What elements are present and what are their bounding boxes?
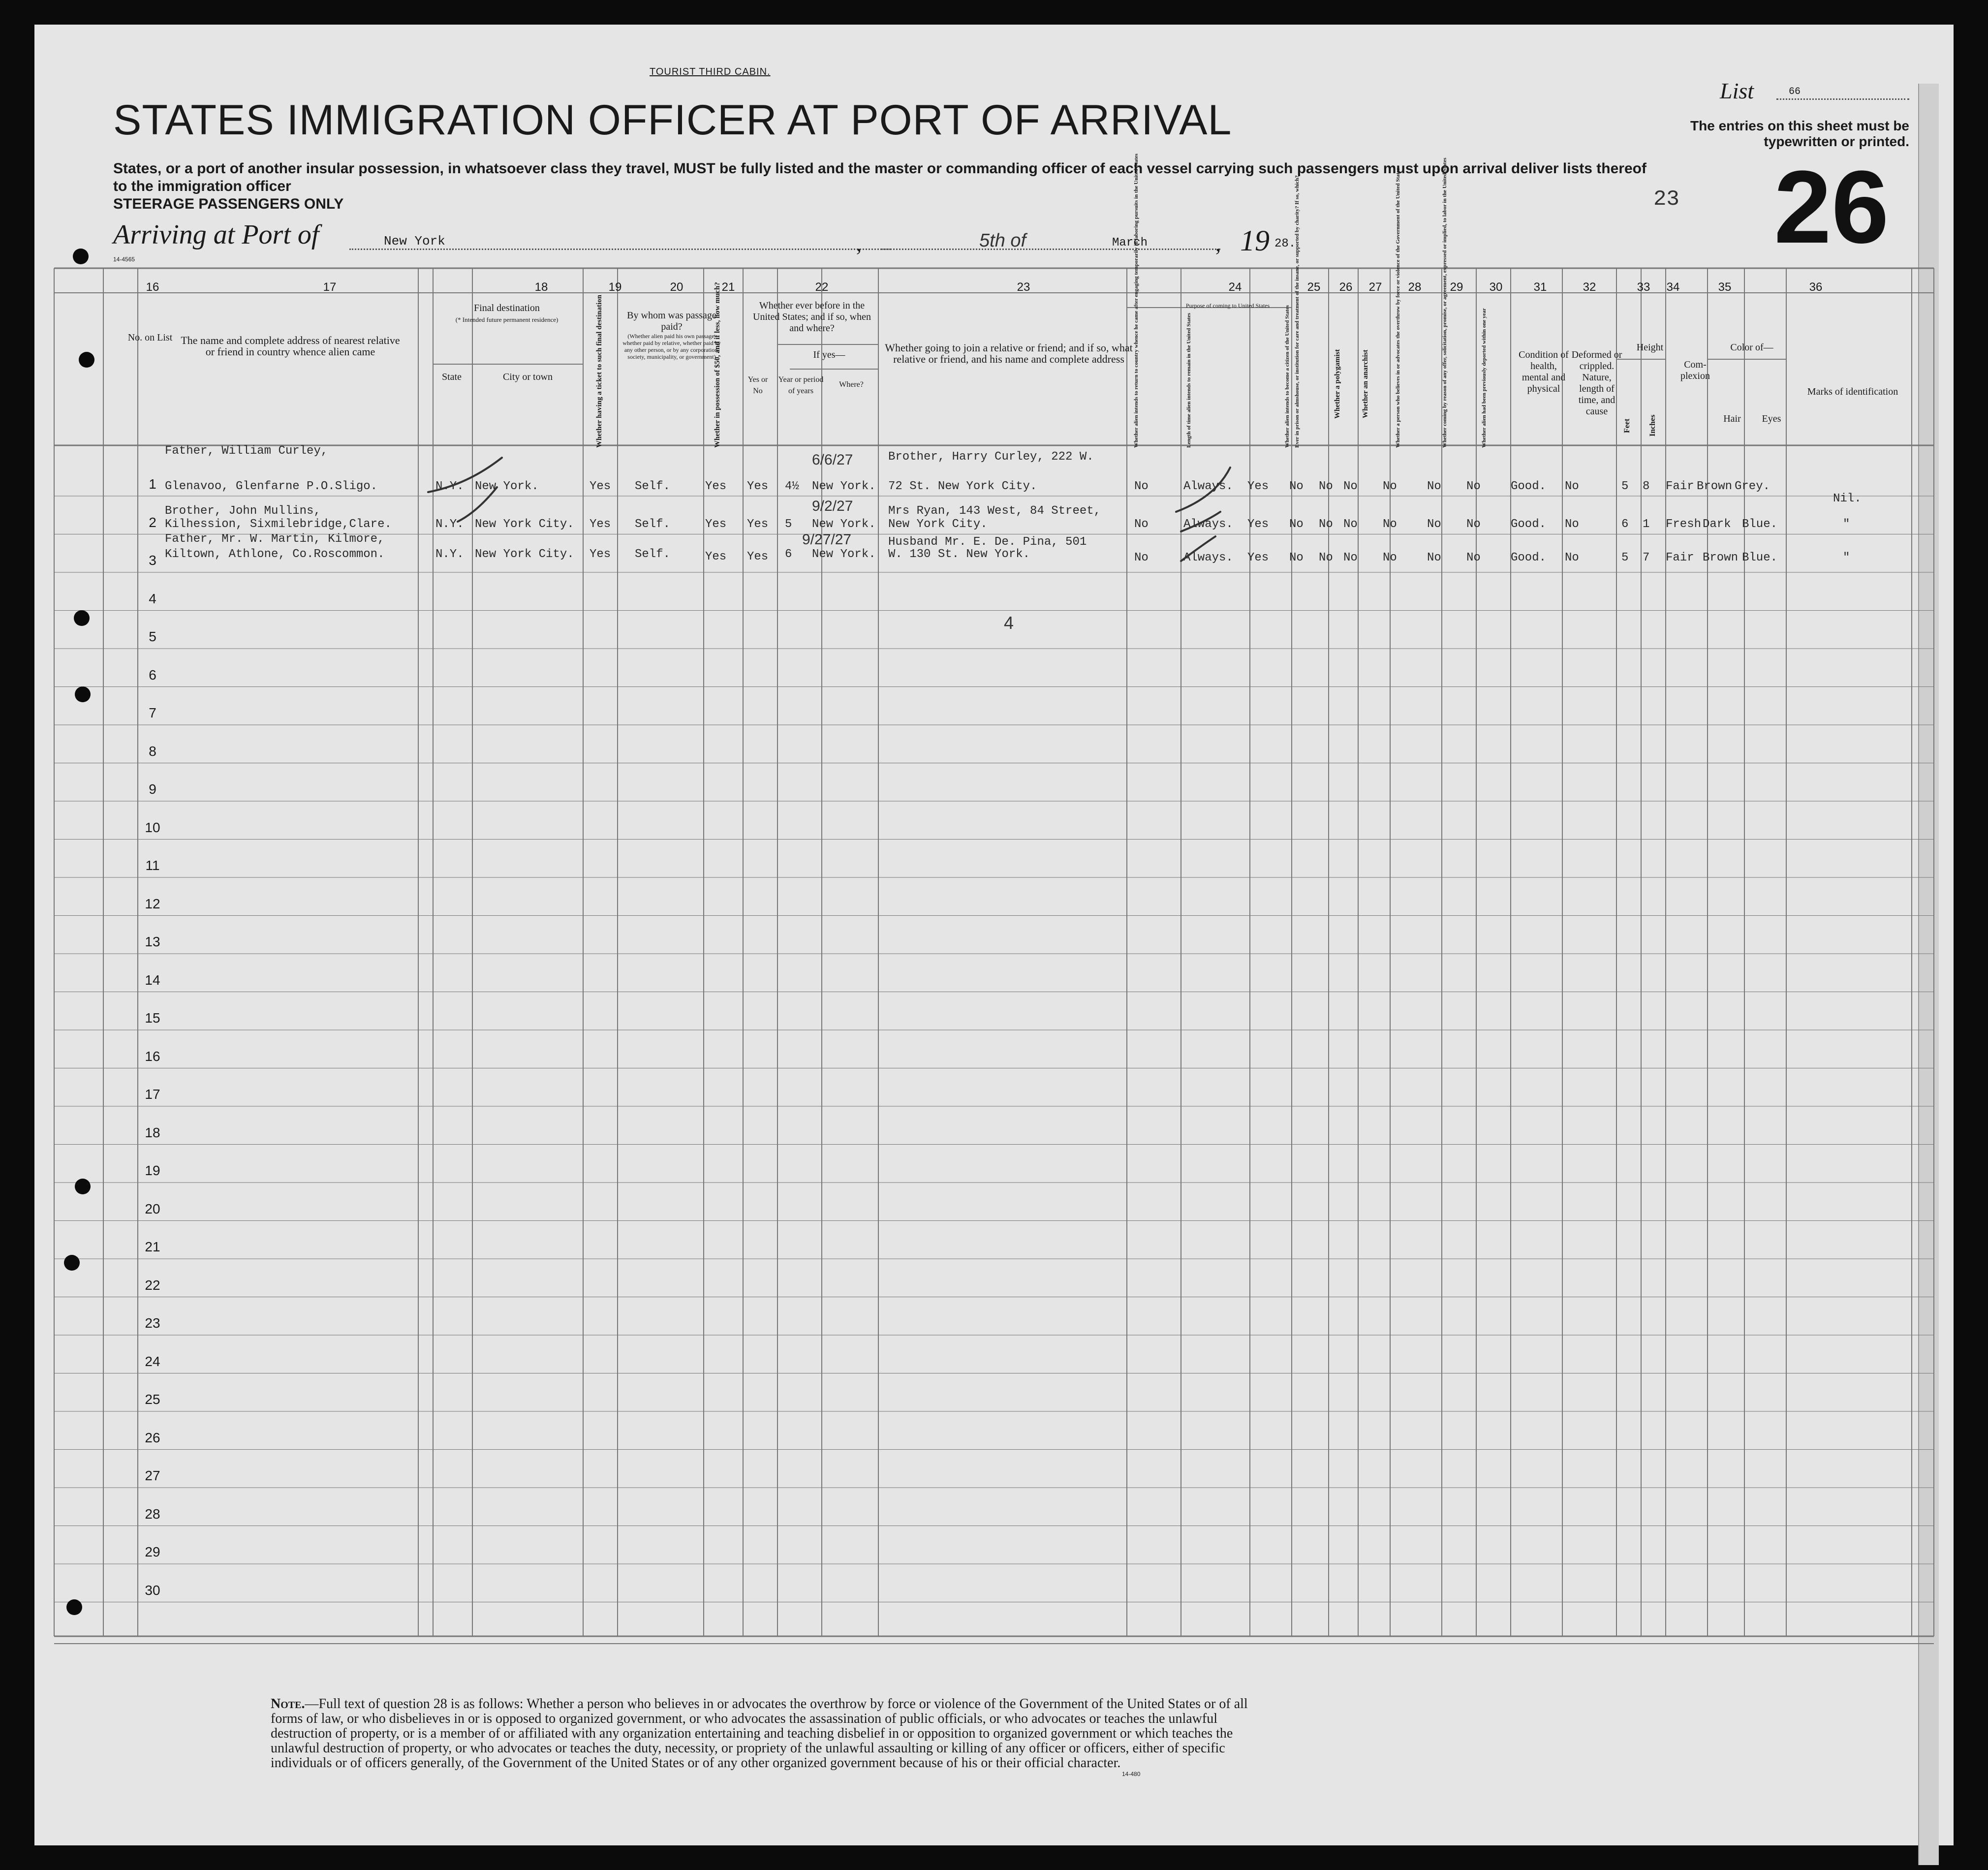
row-number: 7 — [149, 705, 156, 720]
col-num-18: 18 — [534, 280, 548, 294]
join-line2: 72 St. New York City. — [888, 480, 1037, 493]
row-number: 6 — [149, 667, 156, 683]
c30: No — [1466, 518, 1481, 531]
join-line1: Husband Mr. E. De. Pina, 501 — [888, 535, 1087, 549]
row-number: 29 — [145, 1544, 160, 1559]
row-number: 28 — [145, 1506, 160, 1522]
relative-line1: Brother, John Mullins, — [165, 504, 321, 518]
row-number: 18 — [145, 1124, 160, 1140]
row-number: 9 — [149, 781, 156, 797]
state: N.Y. — [435, 480, 464, 493]
c29: No — [1427, 480, 1441, 493]
year-prefix: 19 — [1240, 224, 1270, 257]
header-p24c: Whether alien intends to become a citizen of the United States — [1284, 305, 1290, 448]
handwritten-date: 9/2/27 — [812, 498, 853, 514]
stamp-23: 23 — [1653, 187, 1679, 212]
row-number: 25 — [145, 1392, 160, 1407]
c30: No — [1466, 551, 1481, 564]
city: New York City. — [475, 548, 574, 561]
col-num-32: 32 — [1583, 280, 1596, 294]
header-anarchist: Whether an anarchist — [1362, 349, 1369, 418]
col-num-33: 33 — [1637, 280, 1650, 294]
row-number: 15 — [145, 1010, 160, 1026]
date-handwritten: 5th of — [979, 230, 1026, 251]
port-value: New York — [384, 234, 445, 249]
header-if-yes: If yes— — [813, 349, 845, 360]
year-suffix: 28. — [1274, 237, 1296, 250]
header-deported: Whether alien had been previously deported within one year — [1481, 308, 1487, 448]
header-city: City or town — [502, 372, 553, 382]
note-text: —Full text of question 28 is as follows: Whether a person who believes in or advocates the overthrow by force or violence of the Government of the United States or of all forms of law, or who disbelieves in or is opposed to organized government, or who advocates the assassination of public officials, or who advocates or teaches the unlawful destruction of property, or is a member of or affiliated with any organization entertaining and teaching disbelief in or opposition to organized government or which teaches the unlawful destruction of property, or who advocates or teaches the duty, necessity, or propriety of the unlawful assaulting or killing of any officer or officers, either of specific individuals or of officers generally, of the Government of the United States or of any other organized government because of his or their official character. — [271, 1696, 1248, 1771]
col-num-28: 28 — [1408, 280, 1422, 294]
inches: 1 — [1643, 518, 1650, 531]
col-num-36: 36 — [1809, 280, 1823, 294]
state: N.Y. — [435, 518, 464, 531]
binder-hole — [79, 352, 94, 368]
row-number: 30 — [145, 1582, 160, 1598]
row-number: 14 — [145, 972, 160, 988]
p24a: No — [1134, 551, 1149, 564]
header-color-of: Color of— — [1730, 342, 1773, 353]
ticket: Yes — [590, 548, 611, 561]
destination-check-stroke — [428, 458, 502, 492]
row-number: 16 — [145, 1048, 160, 1064]
header-ticket: Whether having a ticket to such final destination — [595, 295, 603, 448]
c28: No — [1383, 518, 1397, 531]
hair: Brown — [1697, 480, 1733, 493]
header-overthrow: Whether a person who believes in or advocates the overthrow by force or violence of the Government of the United States — [1395, 168, 1401, 448]
c29: No — [1427, 551, 1441, 564]
marks: " — [1843, 518, 1850, 531]
deformed: No — [1565, 480, 1579, 493]
instruction-line-1: States, or a port of another insular possession, in whatsoever class they travel, MUST be fully listed and the master or commanding officer of each vessel carrying such passengers must upon arrival deliver lists thereof to the immigration officer — [113, 160, 1646, 194]
footer-note — [271, 1697, 1255, 1771]
binder-hole — [66, 1599, 82, 1615]
header-prison: Ever in prison or almshouse, or institution for care and treatment of the insane, or supported by charity? If so, which? — [1294, 175, 1300, 448]
before: Yes — [747, 550, 769, 563]
col-num-24: 24 — [1228, 280, 1242, 294]
row-number: 22 — [145, 1277, 160, 1293]
state: N.Y. — [435, 548, 464, 561]
years: 6 — [785, 548, 792, 561]
possession: Yes — [705, 550, 727, 563]
col-num-20: 20 — [670, 280, 683, 294]
c27: No — [1343, 518, 1358, 531]
month-value: March — [1112, 236, 1148, 249]
deformed: No — [1565, 551, 1579, 564]
before: Yes — [747, 518, 769, 531]
join-line2: W. 130 St. New York. — [888, 548, 1030, 561]
binder-hole — [75, 686, 91, 702]
header-possession: Whether in possession of $50, and if less, how much? — [714, 282, 721, 448]
header-p24a: Whether alien intends to return to country whence he came after engaging temporarily in laboring pursuits in the United States — [1133, 154, 1139, 448]
before: Yes — [747, 480, 769, 493]
binder-hole — [73, 249, 89, 264]
marks: " — [1843, 551, 1850, 564]
row-number: 8 — [149, 743, 156, 759]
header-p24b: Length of time alien intends to remain in the United States — [1186, 312, 1192, 448]
p24c: Yes — [1247, 551, 1269, 564]
binder-hole — [74, 610, 90, 626]
p24b: Always. — [1183, 480, 1233, 493]
where: New York. — [812, 548, 876, 561]
header-polygamist: Whether a polygamist — [1334, 349, 1341, 419]
header-yes-or-no: Yes or No — [747, 375, 768, 395]
col-num-23: 23 — [1017, 280, 1030, 294]
row-number: 27 — [145, 1468, 160, 1483]
passage-paid-note: (Whether alien paid his own passage, whether paid by relative, whether paid by any other person, or by any corporation, society, municipality, or government) — [622, 333, 721, 360]
header-join-relative: Whether going to join a relative or friend; and if so, what relative or friend, and his name and complete address — [885, 342, 1133, 365]
complexion: Fair — [1666, 480, 1694, 493]
row-number: 4 — [149, 591, 156, 606]
handwritten-strokes — [34, 25, 1954, 1845]
col-num-34: 34 — [1666, 280, 1680, 294]
c26: No — [1319, 480, 1333, 493]
c26: No — [1319, 518, 1333, 531]
purpose-check-stroke — [1181, 512, 1220, 531]
row-number: 24 — [145, 1353, 160, 1369]
row-number: 13 — [145, 934, 160, 949]
row-number: 3 — [149, 553, 156, 568]
header-inches: Inches — [1648, 414, 1657, 437]
health: Good. — [1511, 518, 1547, 531]
relative-line1: Father, William Curley, — [165, 444, 328, 458]
final-destination-note: (* Intended future permanent residence) — [455, 316, 559, 323]
city: New York. — [475, 480, 539, 493]
purpose-check-stroke — [1181, 536, 1215, 561]
col-num-22: 22 — [815, 280, 829, 294]
handwritten-date: 9/27/27 — [802, 531, 852, 548]
row-number: 12 — [145, 896, 160, 911]
header-complexion: Com-plexion — [1680, 359, 1710, 381]
ticket: Yes — [590, 480, 611, 493]
p24b: Always. — [1183, 551, 1233, 564]
marks: Nil. — [1833, 492, 1862, 505]
header-ever-before: Whether ever before in the United States; and if so, when and where? — [753, 300, 871, 334]
comma-2: , — [1215, 232, 1221, 256]
header-state: State — [442, 372, 462, 382]
header-nearest-relative: The name and complete address of nearest relative or friend in country whence alien came — [181, 334, 400, 358]
header-purpose: Purpose of coming to United States — [1185, 302, 1270, 309]
row-number: 10 — [145, 819, 160, 835]
row-number: 20 — [145, 1201, 160, 1216]
complexion: Fresh — [1666, 518, 1702, 531]
c26: No — [1319, 551, 1333, 564]
relative-line2: Kiltown, Athlone, Co.Roscommon. — [165, 548, 385, 561]
footer-form-code: 14-480 — [1122, 1771, 1141, 1777]
typewritten-note: The entries on this sheet must be typewritten or printed. — [1690, 118, 1909, 149]
row-number: 26 — [145, 1430, 160, 1445]
years: 5 — [785, 518, 792, 531]
c28: No — [1383, 480, 1397, 493]
c27: No — [1343, 480, 1358, 493]
list-label: List — [1720, 78, 1754, 103]
eyes: Blue. — [1742, 518, 1778, 531]
eyes: Blue. — [1742, 551, 1778, 564]
row-number: 21 — [145, 1239, 160, 1254]
note-label: Note. — [271, 1696, 305, 1712]
inches: 7 — [1643, 551, 1650, 564]
col-num-31: 31 — [1533, 280, 1547, 294]
paid-by: Self. — [635, 518, 671, 531]
header-eyes: Eyes — [1762, 413, 1781, 424]
relative-line1: Father, Mr. W. Martin, Kilmore, — [165, 532, 385, 546]
row-number: 2 — [149, 514, 156, 530]
page-number: 26 — [1774, 149, 1889, 265]
possession: Yes — [705, 518, 727, 531]
relative-line2: Glenavoo, Glenfarne P.O.Sligo. — [165, 480, 378, 493]
destination-check-stroke — [458, 487, 497, 522]
complexion: Fair — [1666, 551, 1694, 564]
col-num-30: 30 — [1489, 280, 1503, 294]
arriving-label: Arriving at Port of — [113, 219, 319, 250]
manifest-sheet — [34, 25, 1954, 1845]
col-num-19: 19 — [608, 280, 622, 294]
ticket: Yes — [590, 518, 611, 531]
years: 4½ — [785, 480, 799, 493]
feet: 6 — [1621, 518, 1629, 531]
c27: No — [1343, 551, 1358, 564]
header-coming-by-offer: Whether coming by reason of any offer, solicitation, promise, or agreement, expressed or implied, to labor in the United States — [1442, 157, 1448, 448]
c25: No — [1289, 551, 1304, 564]
city: New York City. — [475, 518, 574, 531]
c29: No — [1427, 518, 1441, 531]
col-num-26: 26 — [1339, 280, 1353, 294]
tally-mark: 4 — [1004, 613, 1014, 633]
row-number: 11 — [145, 858, 160, 873]
hair: Brown — [1703, 551, 1739, 564]
row-number: 5 — [149, 629, 156, 644]
feet: 5 — [1621, 551, 1629, 564]
form-code: 14-4565 — [113, 256, 135, 263]
final-destination-label: Final destination — [474, 303, 540, 313]
binder-hole — [75, 1179, 91, 1194]
p24c: Yes — [1247, 518, 1269, 531]
c25: No — [1289, 518, 1304, 531]
header-height: Height — [1636, 342, 1664, 353]
c25: No — [1289, 480, 1304, 493]
col-num-16: 16 — [146, 280, 159, 294]
p24a: No — [1134, 518, 1149, 531]
header-deformed: Deformed or crippled. Nature, length of time, and cause — [1571, 349, 1622, 417]
header-no-on-list: No. on List — [127, 332, 173, 343]
col-num-29: 29 — [1450, 280, 1463, 294]
p24b: Always. — [1183, 518, 1233, 531]
header-feet: Feet — [1623, 418, 1631, 433]
feet: 5 — [1621, 480, 1629, 493]
header-year-period: Year or period of years — [778, 375, 824, 395]
header-marks: Marks of identification — [1807, 386, 1898, 397]
where: New York. — [812, 518, 876, 531]
header-hair: Hair — [1723, 413, 1741, 424]
join-line2: New York City. — [888, 518, 988, 531]
list-number: 66 — [1789, 86, 1801, 97]
col-num-27: 27 — [1368, 280, 1382, 294]
c28: No — [1383, 551, 1397, 564]
join-line1: Brother, Harry Curley, 222 W. — [888, 450, 1094, 464]
cabin-caption: TOURIST THIRD CABIN. — [650, 66, 771, 77]
col-num-17: 17 — [323, 280, 337, 294]
paid-by: Self. — [635, 480, 671, 493]
row-number: 1 — [149, 476, 156, 492]
col-num-25: 25 — [1307, 280, 1321, 294]
c30: No — [1466, 480, 1481, 493]
relative-line2: Kilhession, Sixmilebridge,Clare. — [165, 518, 392, 531]
p24a: No — [1134, 480, 1149, 493]
possession: Yes — [705, 480, 727, 493]
inches: 8 — [1643, 480, 1650, 493]
eyes: Grey. — [1735, 480, 1771, 493]
instruction-line-2: STEERAGE PASSENGERS ONLY — [113, 196, 344, 212]
row-number: 23 — [145, 1315, 160, 1331]
handwritten-date: 6/6/27 — [812, 452, 853, 468]
row-number: 19 — [145, 1163, 160, 1178]
header-where: Where? — [839, 380, 864, 389]
col-num-35: 35 — [1718, 280, 1732, 294]
p24c: Yes — [1247, 480, 1269, 493]
paid-by: Self. — [635, 548, 671, 561]
form-title: STATES IMMIGRATION OFFICER AT PORT OF ARRIVAL — [113, 96, 1232, 144]
purpose-check-stroke — [1176, 468, 1230, 512]
comma: , — [856, 232, 862, 256]
binder-hole — [64, 1255, 80, 1271]
hair: Dark — [1703, 518, 1731, 531]
where: New York. — [812, 480, 876, 493]
deformed: No — [1565, 518, 1579, 531]
row-number: 17 — [145, 1087, 160, 1102]
health: Good. — [1511, 480, 1547, 493]
col-num-21: 21 — [721, 280, 735, 294]
health: Good. — [1511, 551, 1547, 564]
passage-paid-label: By whom was passage paid? — [627, 310, 716, 332]
header-health: Condition of health, mental and physical — [1519, 349, 1569, 394]
join-line1: Mrs Ryan, 143 West, 84 Street, — [888, 504, 1101, 518]
